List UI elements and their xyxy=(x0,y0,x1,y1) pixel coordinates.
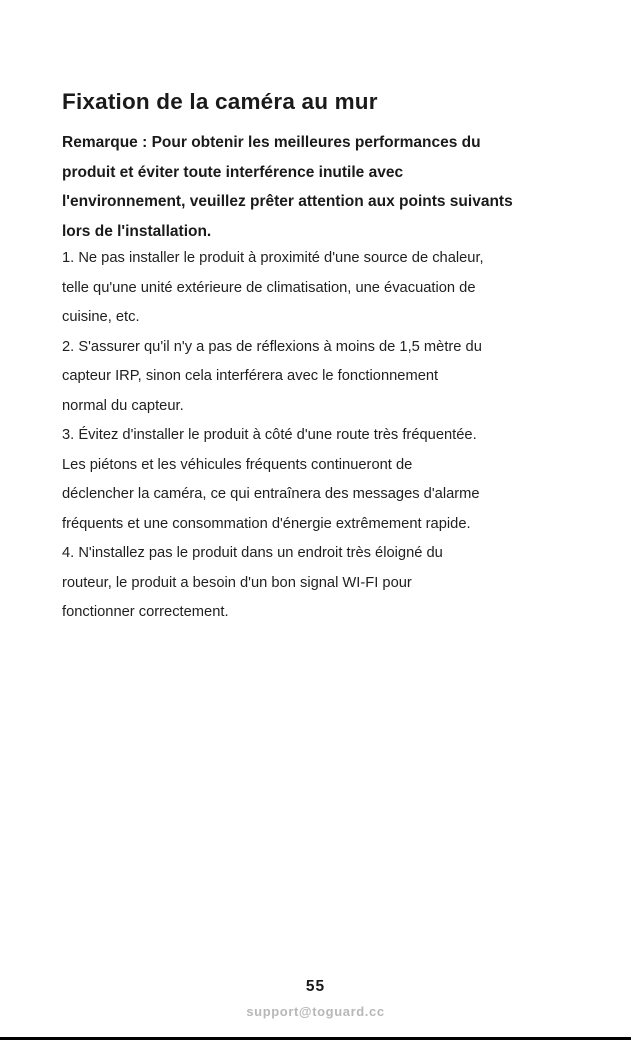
instruction-line: capteur IRP, sinon cela interférera avec le fonctionnement xyxy=(62,368,439,384)
instruction-line: cuisine, etc. xyxy=(62,309,140,325)
remark-line: lors de l'installation. xyxy=(62,222,212,240)
remark-line: Remarque : Pour obtenir les meilleures performances du xyxy=(62,134,481,151)
instruction-line: Les piétons et les véhicules fréquents continueront de xyxy=(62,456,413,473)
instruction-line: telle qu'une unité extérieure de climatisation, une évacuation de xyxy=(62,279,476,296)
instruction-line: fréquents et une consommation d'énergie extrêmement rapide. xyxy=(62,515,471,532)
remark-line: produit et éviter toute interférence inutile avec xyxy=(62,163,404,181)
instruction-line: 3. Évitez d'installer le produit à côté d'une route très fréquentée. xyxy=(62,427,477,443)
page-title: Fixation de la caméra au mur xyxy=(62,89,378,114)
instruction-line: déclencher la caméra, ce qui entraînera des messages d'alarme xyxy=(62,486,480,502)
installation-remark xyxy=(62,128,582,246)
instruction-line: routeur, le produit a besoin d'un bon signal WI-FI pour xyxy=(62,574,412,591)
remark-line: l'environnement, veuillez prêter attention aux points suivants xyxy=(62,193,513,210)
page-number: 55 xyxy=(305,978,326,995)
instruction-line: normal du capteur. xyxy=(62,397,184,414)
support-email: support@toguard.cc xyxy=(246,1004,385,1019)
instruction-line: fonctionner correctement. xyxy=(62,604,229,620)
installation-instructions xyxy=(62,244,582,628)
instruction-line: 2. S'assurer qu'il n'y a pas de réflexions à moins de 1,5 mètre du xyxy=(62,338,482,355)
instruction-line: 1. Ne pas installer le produit à proximité d'une source de chaleur, xyxy=(62,250,484,266)
instruction-line: 4. N'installez pas le produit dans un endroit très éloigné du xyxy=(62,545,443,561)
